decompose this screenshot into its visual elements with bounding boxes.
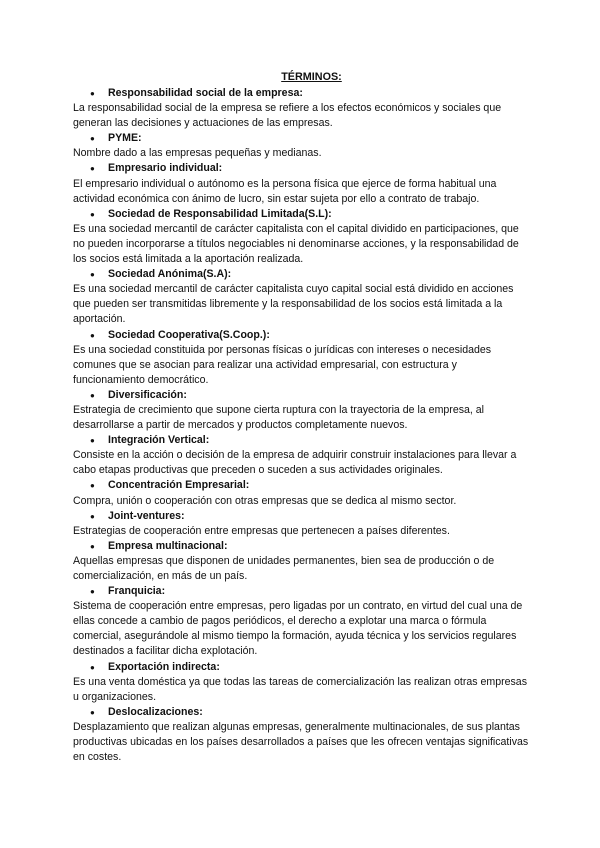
term-item [73,388,530,433]
term-name: Empresa multinacional: [108,539,228,552]
term-item [73,86,530,131]
term-definition: Estrategias de cooperación entre empresas que pertenecen a países diferentes. [73,524,450,537]
term-item [73,161,530,206]
bullet-icon: ● [90,164,95,174]
term-heading [73,478,530,493]
term-heading [73,267,530,282]
bullet-icon: ● [90,270,95,280]
term-item [73,539,530,584]
term-definition: Es una sociedad mercantil de carácter capitalista cuyo capital social está dividido en acciones que pueden ser transmitidas libremente y la responsabilidad de los socios está limitada a la aportación. [73,283,514,326]
term-name: Sociedad Cooperativa(S.Coop.): [108,328,270,341]
term-name: Sociedad Anónima(S.A): [108,268,232,281]
bullet-icon: ● [90,707,95,717]
term-name: Sociedad de Responsabilidad Limitada(S.L): [108,207,332,220]
term-name: Exportación indirecta: [108,660,220,673]
bullet-icon: ● [90,330,95,340]
term-definition: Aquellas empresas que disponen de unidades permanentes, bien sea de producción o de comercialización, en más de un país. [73,554,495,582]
term-definition: Es una sociedad constituida por personas físicas o jurídicas con intereses o necesidades comunes que se asocian para realizar una actividad empresarial, con estructura y funcionamiento democrático. [73,343,492,386]
bullet-icon: ● [90,134,95,144]
term-item [73,705,530,765]
bullet-icon: ● [90,209,95,219]
term-definition: Es una venta doméstica ya que todas las tareas de comercialización las realizan otras empresas u organizaciones. [73,675,528,703]
term-heading [73,584,530,599]
terms-list [73,86,530,765]
term-name: Concentración Empresarial: [108,479,250,492]
bullet-icon: ● [90,511,95,521]
term-heading [73,86,530,101]
bullet-icon: ● [90,587,95,597]
term-definition: Consiste en la acción o decisión de la empresa de adquirir construir instalaciones para llevar a cabo etapas productivas que preceden o suceden a sus actividades originales. [73,449,517,477]
term-definition: Sistema de cooperación entre empresas, pero ligadas por un contrato, en virtud del cual una de ellas concede a cambio de pagos periódicos, el derecho a explotar una marca o fórmula comercial, asegurándole al mismo tiempo la formación, ayuda técnica y los servicios regulares destinados a facilitar dicha explotación. [73,600,523,658]
term-heading [73,161,530,176]
term-definition: Desplazamiento que realizan algunas empresas, generalmente multinacionales, de sus plantas productivas ubicadas en los países desarrollados a países que les ofrecen ventajas significativas en costes. [73,720,529,764]
bullet-icon: ● [90,481,95,491]
term-heading [73,207,530,222]
term-heading [73,660,530,675]
term-name: Diversificación: [108,388,187,401]
term-item [73,267,530,327]
term-item [73,478,530,508]
term-item [73,328,530,388]
term-name: Deslocalizaciones: [108,705,203,718]
term-definition: Es una sociedad mercantil de carácter capitalista con el capital dividido en participaciones, que no pueden incorporarse a títulos negociables ni denominarse acciones, y la responsabilidad de los socios está limitada a la aportación realizada. [73,222,519,266]
term-name: Empresario individual: [108,162,223,175]
term-definition: La responsabilidad social de la empresa se refiere a los efectos económicos y sociales que generan las decisiones y actuaciones de las empresas. [73,102,502,130]
term-item [73,660,530,705]
term-name: Joint-ventures: [108,509,185,522]
bullet-icon: ● [90,541,95,551]
term-definition: Estrategia de crecimiento que supone cierta ruptura con la trayectoria de la empresa, al desarrollarse a partir de mercados y productos completamente nuevos. [73,403,485,432]
term-item [73,584,530,659]
term-name: Integración Vertical: [108,434,210,447]
term-heading [73,705,530,720]
term-item [73,509,530,539]
term-name: Franquicia: [108,585,166,598]
term-item [73,433,530,478]
term-heading [73,388,530,403]
term-name: Responsabilidad social de la empresa: [108,87,303,99]
term-definition: Nombre dado a las empresas pequeñas y medianas. [73,147,322,160]
term-heading [73,131,530,146]
term-heading [73,433,530,448]
term-name: PYME: [108,132,142,145]
term-heading [73,509,530,524]
term-definition: Compra, unión o cooperación con otras empresas que se dedica al mismo sector. [73,494,457,507]
bullet-icon: ● [90,662,95,672]
term-item [73,207,530,267]
bullet-icon: ● [90,390,95,400]
bullet-icon: ● [90,436,95,446]
bullet-icon: ● [90,89,95,98]
term-item [73,131,530,161]
term-definition: El empresario individual o autónomo es la persona física que ejerce de forma habitual una actividad económica con ánimo de lucro, sin estar sujeta por ello a contrato de trabajo. [73,177,497,205]
term-heading [73,328,530,343]
page-title: TÉRMINOS: [281,71,342,83]
term-heading [73,539,530,554]
